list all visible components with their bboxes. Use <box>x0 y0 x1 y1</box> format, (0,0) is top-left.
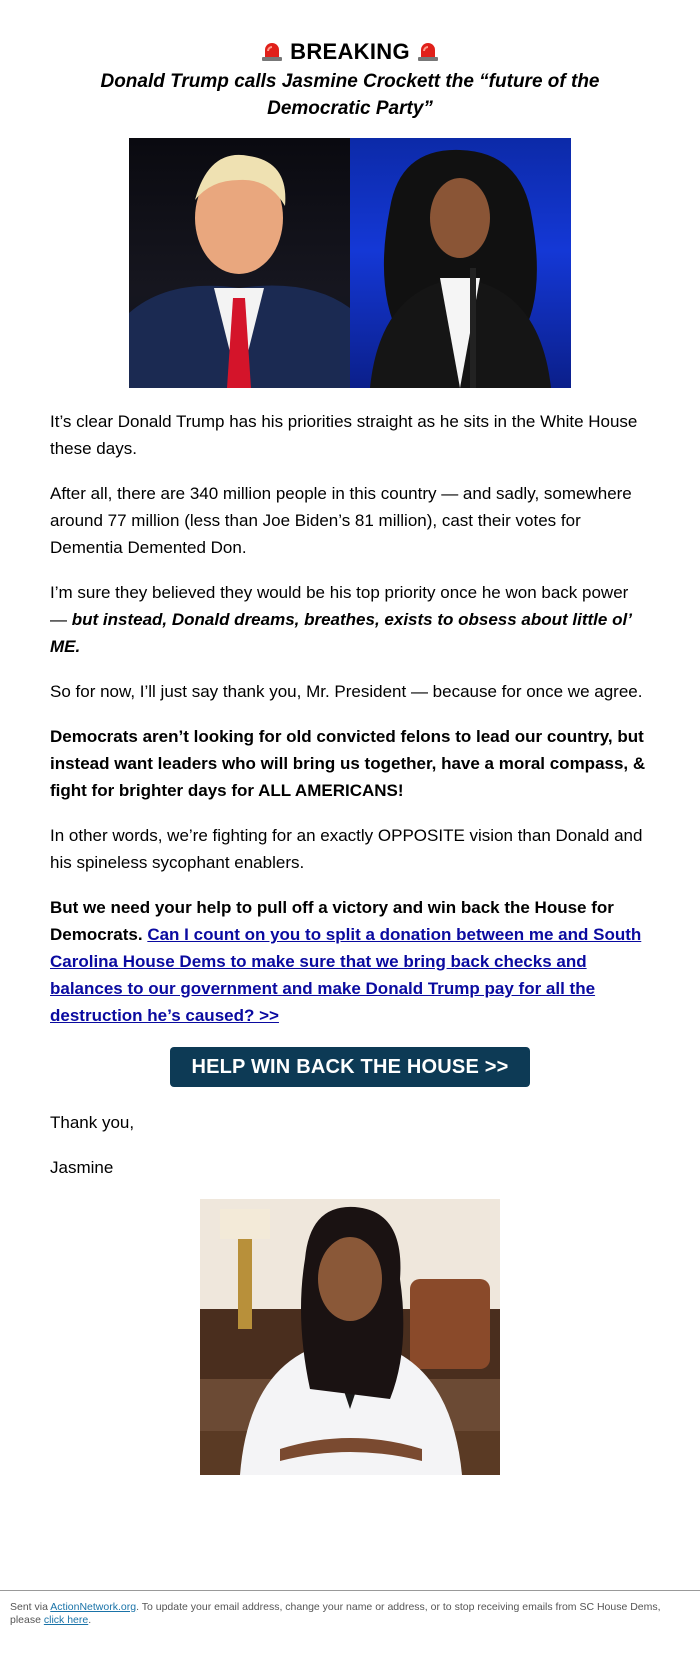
signoff <box>50 1109 650 1181</box>
siren-icon <box>416 40 440 62</box>
hero-image-left <box>129 138 350 388</box>
signoff-name: Jasmine <box>50 1158 114 1177</box>
hero-image <box>129 138 571 388</box>
headline-text: BREAKING <box>290 39 410 64</box>
message-content <box>50 408 650 1029</box>
paragraph-3 <box>50 579 650 660</box>
donation-link[interactable]: Can I count on you to split a donation between me and South Carolina House Dems to make sure that we bring back checks and balances to our government and make Donald Trump pay for all the destruction he’s caused? >> <box>50 925 642 1025</box>
siren-icon <box>260 40 284 62</box>
paragraph-3-emphasis: but instead, Donald dreams, breathes, exists to obsess about little ol’ ME. <box>50 610 632 656</box>
paragraph-2: After all, there are 340 million people in this country — and sadly, somewhere around 77 million (less than Joe Biden’s 81 million), cast their votes for Dementia Demented Don. <box>50 484 632 557</box>
footer-prefix: Sent via <box>10 1601 51 1613</box>
footer-middle: . To update your email address, change your name or address, or to stop receiving emails from SC House Dems, please <box>10 1601 661 1626</box>
paragraph-4: So for now, I’ll just say thank you, Mr. President — because for once we agree. <box>50 682 643 701</box>
paragraph-7 <box>50 894 650 1029</box>
cta-container <box>0 1047 700 1087</box>
paragraph-3-text: I’m sure they believed they would be his top priority once he won back power — <box>50 583 629 629</box>
paragraph-6: In other words, we’re fighting for an exactly OPPOSITE vision than Donald and his spineless sycophant enablers. <box>50 826 643 872</box>
subheadline: Donald Trump calls Jasmine Crockett the “future of the Democratic Party” <box>100 71 600 119</box>
headline <box>0 38 700 66</box>
unsubscribe-link[interactable]: click here <box>43 1614 89 1626</box>
footer-suffix: . <box>88 1614 92 1626</box>
actionnetwork-link[interactable]: ActionNetwork.org <box>50 1601 137 1613</box>
paragraph-7-text: But we need your help to pull off a victory and win back the House for Democrats. <box>50 898 614 944</box>
paragraph-1: It’s clear Donald Trump has his priorities straight as he sits in the White House these days. <box>50 412 638 458</box>
email-footer <box>0 1590 700 1627</box>
help-win-back-house-button[interactable]: HELP WIN BACK THE HOUSE >> <box>170 1047 530 1087</box>
signature-photo <box>200 1199 500 1475</box>
hero-image-right <box>350 138 571 388</box>
signoff-thanks: Thank you, <box>50 1113 135 1132</box>
paragraph-5: Democrats aren’t looking for old convicted felons to lead our country, but instead want leaders who will bring us together, have a moral compass, & fight for brighter days for ALL AMERICANS! <box>50 727 646 800</box>
